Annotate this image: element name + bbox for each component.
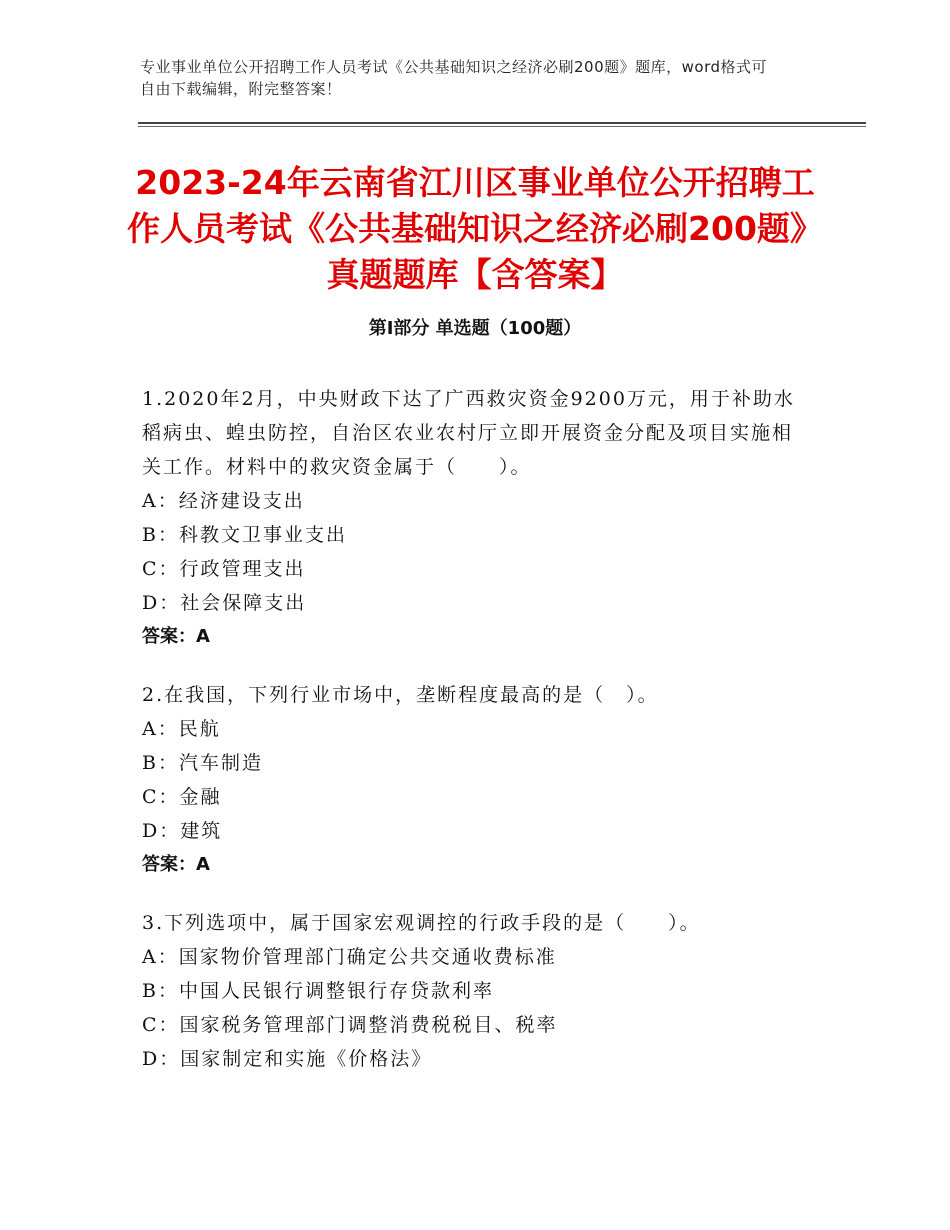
option-b: B：科教文卫事业支出 xyxy=(142,524,347,546)
option-c: C：行政管理支出 xyxy=(142,558,306,580)
question-list xyxy=(142,382,812,1100)
option-c: C：国家税务管理部门调整消费税税目、税率 xyxy=(142,1014,558,1036)
question-3 xyxy=(142,906,812,1076)
answer-label: 答案：A xyxy=(142,626,210,647)
section-title: 第Ⅰ部分 单选题（100题） xyxy=(368,318,582,339)
header-rule-thick xyxy=(138,122,866,124)
question-2 xyxy=(142,678,812,882)
option-d: D：社会保障支出 xyxy=(142,592,307,614)
option-b: B：汽车制造 xyxy=(142,752,263,774)
option-a: A：民航 xyxy=(142,718,221,740)
header-note: 专业事业单位公开招聘工作人员考试《公共基础知识之经济必刷200题》题库，word格式可自由下载编辑，附完整答案！ xyxy=(140,58,768,98)
option-c: C：金融 xyxy=(142,786,222,808)
question-1 xyxy=(142,382,812,654)
answer-label: 答案：A xyxy=(142,854,210,875)
option-d: D：国家制定和实施《价格法》 xyxy=(142,1048,433,1070)
option-a: A：国家物价管理部门确定公共交通收费标准 xyxy=(142,946,557,968)
question-stem: 1.2020年2月，中央财政下达了广西救灾资金9200万元，用于补助水稻病虫、蝗虫防控，自治区农业农村厅立即开展资金分配及项目实施相关工作。材料中的救灾资金属于（ ）。 xyxy=(142,388,795,478)
header-rule-thin xyxy=(138,126,866,127)
option-b: B：中国人民银行调整银行存贷款利率 xyxy=(142,980,494,1002)
document-title: 2023-24年云南省江川区事业单位公开招聘工作人员考试《公共基础知识之经济必刷200题》真题题库【含答案】 xyxy=(127,163,823,294)
question-stem: 3.下列选项中，属于国家宏观调控的行政手段的是（ ）。 xyxy=(142,912,701,934)
option-a: A：经济建设支出 xyxy=(142,490,305,512)
option-d: D：建筑 xyxy=(142,820,223,842)
question-stem: 2.在我国，下列行业市场中，垄断程度最高的是（ ）。 xyxy=(142,684,659,706)
